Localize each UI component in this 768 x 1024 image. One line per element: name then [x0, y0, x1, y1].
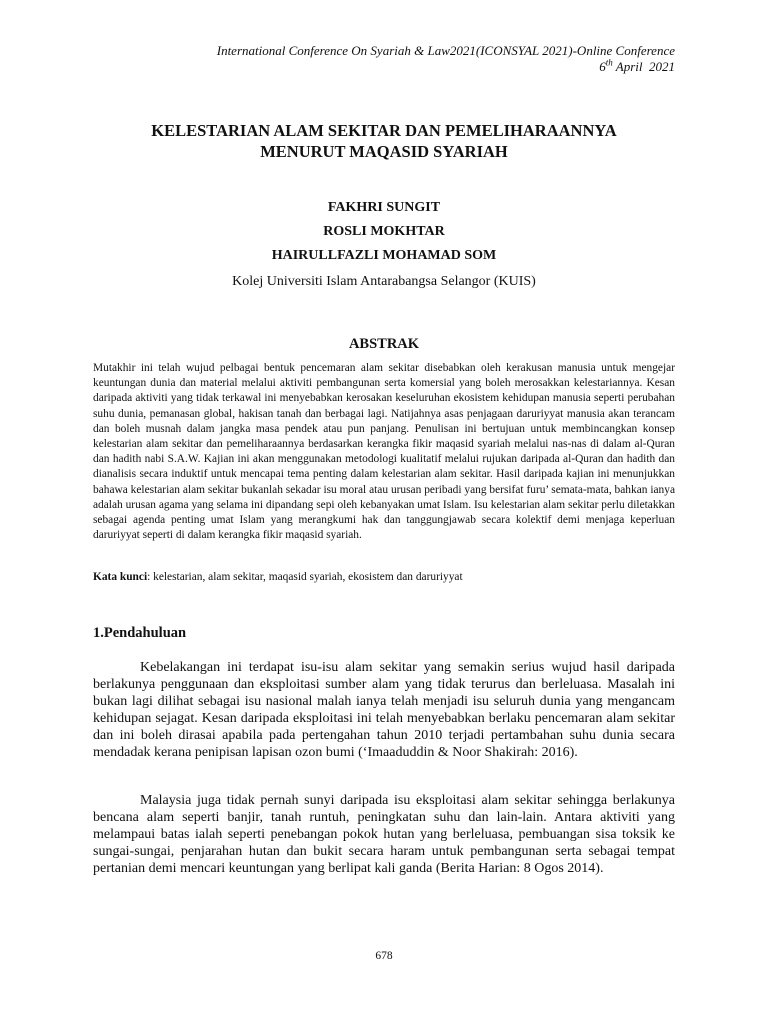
date-suffix: th: [605, 57, 613, 68]
conference-name: International Conference On Syariah & Law2021(ICONSYAL 2021)-Online Conference: [216, 43, 675, 58]
body-paragraph: Kebelakangan ini terdapat isu-isu alam sekitar yang semakin serius wujud hasil daripada berlakunya penggunaan dan eksploitasi sumber alam yang tidak terurus dan berleluasa. Masalah ini bukan lagi dilihat sebagai isu nasional malah ianya telah menjadi isu seluruh dunia yang mengancam kehidupan sejagat. Kesan daripada eksploitasi ini telah menyebabkan berlaku pencemaran alam sekitar dan ini boleh dirasai apabila pada pertengahan tahun 2010 terjadi pertambahan suhu dunia secara mendadak kerana penipisan lapisan ozon bumi (‘Imaaduddin & Noor Shakirah: 2016).: [93, 660, 675, 760]
keywords: [93, 570, 675, 585]
paper-title: [60, 120, 708, 162]
author-name: HAIRULLFAZLI MOHAMAD SOM: [271, 248, 497, 263]
author-name: FAKHRI SUNGIT: [327, 200, 441, 215]
author-block: [60, 199, 708, 290]
section-heading: 1.Pendahuluan: [93, 625, 187, 641]
abstract-body: Mutakhir ini telah wujud pelbagai bentuk pencemaran alam sekitar disebabkan oleh kerakusan manusia untuk mengejar keuntungan dunia dan material melalui aktiviti pembangunan serta komersial yang boleh merosakkan kelestariannya. Kesan daripada aktiviti yang tidak terkawal ini menyebabkan kerosakan keseluruhan ekosistem kehidupan manusia seperti perubahan suhu dunia, pemanasan global, hakisan tanah dan berbagai lagi. Natijahnya asas penjagaan daruriyyat manusia akan terancam dan boleh musnah dalam jangka masa pendek atau pun panjang. Penulisan ini bertujuan untuk membincangkan konsep kelestarian alam sekitar dan pemeliharaannya berdasarkan kerangka fikir maqasid syariah melalui nas-nas di dalam al-Quran dan hadith nabi S.A.W. Kajian ini akan menggunakan metodologi kualitatif melalui rujukan daripada al-Quran dan hadith dan dianalisis secara induktif untuk mencapai tema penting dalam kelestarian alam sekitar. Hasil daripada kajian ini menunjukkan bahawa kelestarian alam sekitar bukanlah sekadar isu moral atau urusan peribadi yang bersifat furu’ semata-mata, bahkan ianya adalah urusan agama yang selama ini dipandang sepi oleh kebanyakan umat Islam. Isu kelestarian alam sekitar perlu diletakkan sebagai agenda penting umat Islam yang merangkumi hak dan tanggungjawab secara kolektif demi menjaga keperluan daruriyyat seperti di dalam kerangka fikir maqasid syariah.: [93, 362, 675, 542]
conference-header: [217, 43, 675, 75]
keywords-text: : kelestarian, alam sekitar, maqasid syariah, ekosistem dan daruriyyat: [147, 571, 463, 583]
author-affiliation: Kolej Universiti Islam Antarabangsa Selangor (KUIS): [232, 274, 536, 289]
conference-date: [217, 59, 675, 75]
date-rest: April 2021: [612, 59, 675, 74]
body-paragraph: Malaysia juga tidak pernah sunyi daripada isu eksploitasi alam sekitar sehingga berlakunya bencana alam seperti banjir, tanah runtuh, peningkatan suhu dan lain-lain. Antara aktiviti yang melampaui batas ialah seperti penebangan pokok hutan yang berleluasa, pembuangan sisa toksik ke sungai-sungai, penjarahan hutan dan bukit secara haram untuk pembangunan serta sebagai tempat pertanian demi mencari keuntungan yang berlipat kali ganda (Berita Harian: 8 Ogos 2014).: [93, 793, 675, 876]
date-day: 6: [599, 59, 606, 74]
abstract-heading: ABSTRAK: [348, 336, 420, 352]
page-number: 678: [375, 950, 393, 962]
author-name: ROSLI MOKHTAR: [323, 224, 445, 239]
title-line-2: MENURUT MAQASID SYARIAH: [260, 142, 508, 161]
title-line-1: KELESTARIAN ALAM SEKITAR DAN PEMELIHARAANNYA: [151, 121, 617, 140]
keywords-label: Kata kunci: [93, 571, 148, 583]
